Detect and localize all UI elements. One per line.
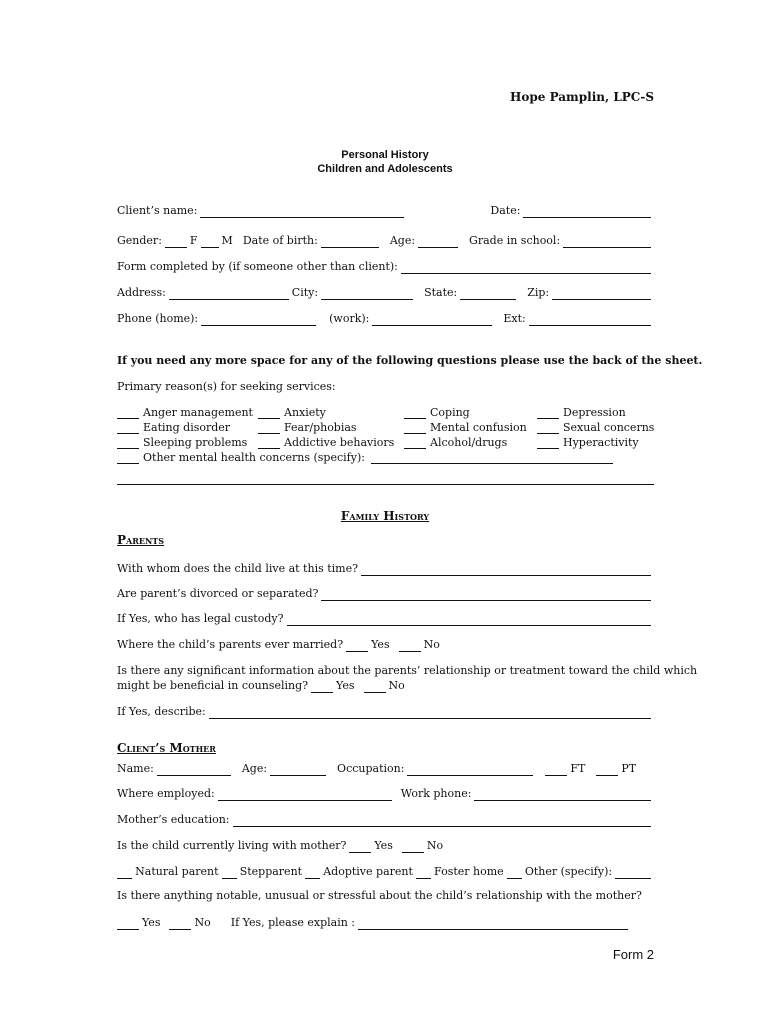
gender-f-field[interactable] — [165, 236, 187, 248]
address-field[interactable] — [169, 288, 289, 300]
mother-living-row — [117, 837, 654, 853]
stepparent-label: Stepparent — [239, 865, 303, 878]
mother-name-label: Name: — [117, 762, 154, 775]
city-label: City: — [291, 286, 319, 299]
client-name-field[interactable] — [200, 206, 404, 218]
mother-ft-label: FT — [570, 762, 586, 775]
foster-home-field[interactable] — [416, 867, 431, 879]
married-label: Where the child’s parents ever married? — [117, 638, 344, 651]
zip-label: Zip: — [527, 286, 550, 299]
ext-field[interactable] — [529, 314, 651, 326]
significant-yes-label: Yes — [336, 679, 355, 692]
reason-item: Hyperactivity — [537, 436, 639, 449]
live-with-row — [117, 560, 654, 576]
mother-notable-question: Is there anything notable, unusual or stressful about the child’s relationship with the mother? — [117, 889, 642, 902]
stepparent-field[interactable] — [222, 867, 237, 879]
divorced-field[interactable] — [321, 589, 651, 601]
married-row — [117, 636, 654, 652]
mother-name-row — [117, 760, 654, 776]
reason-checkbox[interactable] — [258, 407, 280, 419]
gender-row — [117, 232, 654, 248]
phone-row — [117, 310, 654, 326]
reason-checkbox[interactable] — [537, 437, 559, 449]
mother-notable-no-label: No — [194, 916, 211, 929]
describe-row — [117, 703, 654, 719]
divorced-label: Are parent’s divorced or separated? — [117, 587, 319, 600]
custody-row — [117, 610, 654, 626]
form-completed-row — [117, 258, 654, 274]
custody-field[interactable] — [287, 614, 652, 626]
married-yes-label: Yes — [371, 638, 390, 651]
mother-work-phone-field[interactable] — [474, 789, 651, 801]
reason-item: Coping — [404, 406, 470, 419]
mother-explain-field[interactable] — [358, 918, 628, 930]
form-number: Form 2 — [612, 947, 654, 962]
age-field[interactable] — [418, 236, 458, 248]
date-label: Date: — [490, 204, 521, 217]
reason-item: Sexual concerns — [537, 421, 654, 434]
mother-education-row — [117, 811, 654, 827]
mother-ft-field[interactable] — [545, 764, 567, 776]
family-history-heading: Family History — [340, 509, 430, 523]
mother-relation-row — [117, 863, 654, 879]
significant-question-line-2: might be beneficial in counseling? — [117, 679, 309, 692]
age-label: Age: — [389, 234, 416, 247]
reason-item: Alcohol/drugs — [404, 436, 507, 449]
ext-label: Ext: — [503, 312, 526, 325]
reason-checkbox[interactable] — [404, 422, 426, 434]
mother-age-label: Age: — [241, 762, 268, 775]
state-field[interactable] — [460, 288, 516, 300]
reason-checkbox[interactable] — [537, 422, 559, 434]
state-label: State: — [424, 286, 458, 299]
phone-home-field[interactable] — [201, 314, 316, 326]
address-row — [117, 284, 654, 300]
reason-item: Fear/phobias — [258, 421, 357, 434]
phone-work-label: (work): — [329, 312, 370, 325]
reason-item: Sleeping problems — [117, 436, 247, 449]
reason-other-checkbox[interactable] — [117, 452, 139, 464]
gender-m-field[interactable] — [201, 236, 219, 248]
form-completed-field[interactable] — [401, 262, 651, 274]
subtitle-line-2: Children and Adolescents — [317, 163, 453, 175]
married-no-field[interactable] — [399, 640, 421, 652]
city-field[interactable] — [321, 288, 413, 300]
mother-notable-yes-field[interactable] — [117, 918, 139, 930]
mother-employed-label: Where employed: — [117, 787, 215, 800]
mother-name-field[interactable] — [157, 764, 231, 776]
foster-home-label: Foster home — [434, 865, 504, 878]
mother-living-yes-field[interactable] — [349, 841, 371, 853]
client-name-row — [117, 202, 654, 218]
dob-field[interactable] — [321, 236, 379, 248]
author-name: Hope Pamplin, LPC-S — [510, 90, 654, 104]
married-no-label: No — [423, 638, 440, 651]
reason-checkbox[interactable] — [258, 422, 280, 434]
mother-age-field[interactable] — [270, 764, 326, 776]
mother-employed-row — [117, 785, 654, 801]
mother-explain-row — [117, 914, 654, 930]
address-label: Address: — [117, 286, 166, 299]
mother-living-yes-label: Yes — [374, 839, 393, 852]
reason-extra-line[interactable] — [117, 484, 654, 485]
reason-checkbox[interactable] — [117, 407, 139, 419]
mother-education-label: Mother’s education: — [117, 813, 230, 826]
reason-item: Anxiety — [258, 406, 326, 419]
title-line-1: Personal History — [341, 149, 429, 161]
other-relation-field[interactable] — [507, 867, 522, 879]
reason-checkbox[interactable] — [258, 437, 280, 449]
gender-f-label: F — [189, 234, 198, 247]
reasons-label: Primary reason(s) for seeking services: — [117, 380, 336, 393]
mother-occupation-label: Occupation: — [337, 762, 405, 775]
significant-no-field[interactable] — [364, 681, 386, 693]
significant-no-label: No — [388, 679, 405, 692]
mother-notable-yes-label: Yes — [142, 916, 161, 929]
adoptive-parent-label: Adoptive parent — [323, 865, 413, 878]
reason-other-field[interactable] — [371, 452, 613, 464]
other-relation-label: Other (specify): — [524, 865, 613, 878]
reason-checkbox[interactable] — [404, 407, 426, 419]
describe-label: If Yes, describe: — [117, 705, 206, 718]
client-name-label: Client’s name: — [117, 204, 198, 217]
mother-occupation-field[interactable] — [407, 764, 533, 776]
mother-employed-field[interactable] — [218, 789, 392, 801]
mother-living-no-label: No — [426, 839, 444, 852]
reason-other-row — [117, 451, 617, 464]
phone-work-field[interactable] — [372, 314, 492, 326]
mother-education-field[interactable] — [233, 815, 651, 827]
reason-checkbox[interactable] — [404, 437, 426, 449]
mother-living-label: Is the child currently living with mother? — [117, 839, 347, 852]
other-relation-specify-field[interactable] — [615, 867, 651, 879]
gender-label: Gender: — [117, 234, 162, 247]
reason-item: Mental confusion — [404, 421, 527, 434]
mother-work-phone-label: Work phone: — [400, 787, 472, 800]
reason-item: Addictive behaviors — [258, 436, 394, 449]
significant-row — [117, 677, 654, 693]
live-with-label: With whom does the child live at this time? — [117, 562, 359, 575]
reason-checkbox[interactable] — [117, 422, 139, 434]
custody-label: If Yes, who has legal custody? — [117, 612, 284, 625]
mother-notable-no-field[interactable] — [169, 918, 191, 930]
instructions: If you need any more space for any of the following questions please use the back of the sheet. — [117, 354, 703, 367]
grade-label: Grade in school: — [469, 234, 561, 247]
gender-m-label: M — [221, 234, 233, 247]
mother-explain-label: If Yes, please explain : — [230, 916, 356, 929]
reason-item: Depression — [537, 406, 626, 419]
reason-item: Eating disorder — [117, 421, 230, 434]
reason-other-label: Other mental health concerns (specify): — [143, 451, 365, 464]
phone-home-label: Phone (home): — [117, 312, 199, 325]
dob-label: Date of birth: — [242, 234, 318, 247]
reason-checkbox[interactable] — [117, 437, 139, 449]
mother-pt-label: PT — [621, 762, 637, 775]
natural-parent-label: Natural parent — [135, 865, 219, 878]
mother-living-no-field[interactable] — [402, 841, 424, 853]
significant-question-line-1: Is there any significant information about the parents’ relationship or treatment toward the child which — [117, 664, 698, 677]
describe-field[interactable] — [209, 707, 651, 719]
adoptive-parent-field[interactable] — [305, 867, 320, 879]
grade-field[interactable] — [563, 236, 651, 248]
natural-parent-field[interactable] — [117, 867, 132, 879]
date-field[interactable] — [523, 206, 651, 218]
reason-item: Anger management — [117, 406, 253, 419]
divorced-row — [117, 585, 654, 601]
mother-pt-field[interactable] — [596, 764, 618, 776]
form-completed-label: Form completed by (if someone other than client): — [117, 260, 398, 273]
married-yes-field[interactable] — [346, 640, 368, 652]
mother-heading: Client’s Mother — [117, 741, 216, 755]
live-with-field[interactable] — [361, 564, 651, 576]
parents-heading: Parents — [117, 533, 165, 547]
zip-field[interactable] — [552, 288, 651, 300]
significant-yes-field[interactable] — [311, 681, 333, 693]
reason-checkbox[interactable] — [537, 407, 559, 419]
